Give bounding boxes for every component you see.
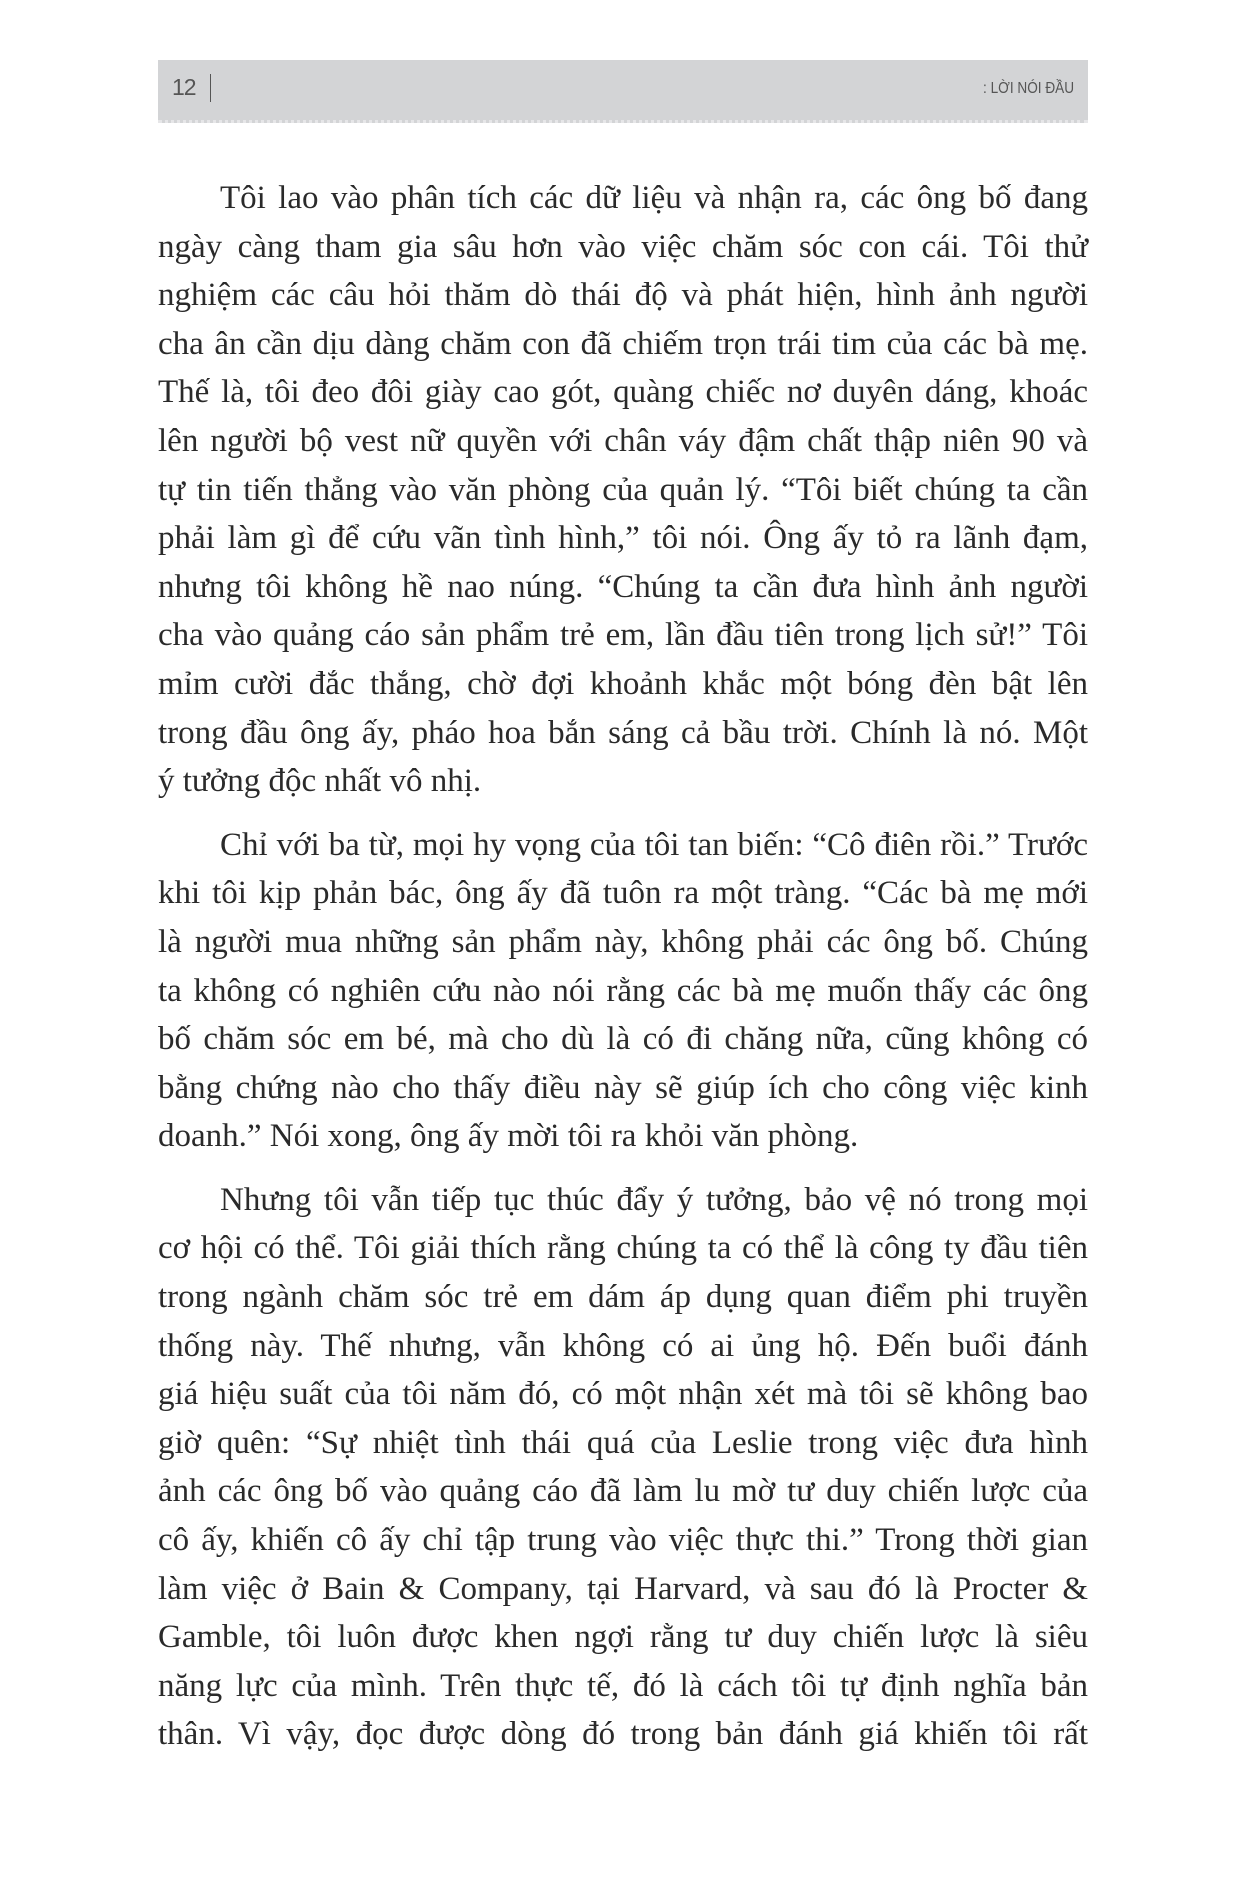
text-line: phải làm gì để cứu vãn tình hình,” tôi nói. Ông ấy tỏ ra lãnh đạm, bbox=[158, 520, 1088, 557]
text-line: thân. Vì vậy, đọc được dòng đó trong bản đánh giá khiến tôi rất bbox=[158, 1716, 1088, 1753]
paragraph bbox=[158, 821, 1088, 1161]
text-line: trong ngành chăm sóc trẻ em dám áp dụng quan điểm phi truyền bbox=[158, 1279, 1088, 1316]
text-line: bố chăm sóc em bé, mà cho dù là có đi chăng nữa, cũng không có bbox=[158, 1021, 1088, 1058]
text-line: cha vào quảng cáo sản phẩm trẻ em, lần đầu tiên trong lịch sử!” Tôi bbox=[158, 617, 1088, 654]
text-line: giá hiệu suất của tôi năm đó, có một nhận xét mà tôi sẽ không bao bbox=[158, 1376, 1088, 1413]
page-number: 12 bbox=[172, 74, 196, 100]
body-text bbox=[158, 174, 1088, 1774]
text-line: doanh.” Nói xong, ông ấy mời tôi ra khỏi văn phòng. bbox=[158, 1118, 859, 1155]
text-line: Gamble, tôi luôn được khen ngợi rằng tư duy chiến lược là siêu bbox=[158, 1619, 1088, 1656]
text-line: mỉm cười đắc thắng, chờ đợi khoảnh khắc một bóng đèn bật lên bbox=[158, 665, 1088, 702]
text-line: cô ấy, khiến cô ấy chỉ tập trung vào việc thực thi.” Trong thời gian bbox=[158, 1522, 1088, 1559]
text-line: ảnh các ông bố vào quảng cáo đã làm lu mờ tư duy chiến lược của bbox=[158, 1473, 1088, 1510]
text-line: cơ hội có thể. Tôi giải thích rằng chúng ta có thể là công ty đầu tiên bbox=[158, 1230, 1088, 1267]
text-line: trong đầu ông ấy, pháo hoa bắn sáng cả bầu trời. Chính là nó. Một bbox=[158, 714, 1088, 751]
text-line: nhưng tôi không hề nao núng. “Chúng ta cần đưa hình ảnh người bbox=[158, 568, 1088, 605]
text-line: lên người bộ vest nữ quyền với chân váy đậm chất thập niên 90 và bbox=[158, 422, 1088, 459]
text-line: tự tin tiến thẳng vào văn phòng của quản lý. “Tôi biết chúng ta cần bbox=[158, 471, 1088, 508]
paragraph bbox=[158, 174, 1088, 806]
running-header bbox=[158, 60, 1088, 123]
text-line: Tôi lao vào phân tích các dữ liệu và nhận ra, các ông bố đang bbox=[220, 180, 1088, 216]
text-line: Nhưng tôi vẫn tiếp tục thúc đẩy ý tưởng, bảo vệ nó trong mọi bbox=[220, 1181, 1088, 1218]
chapter-title: : LỜI NÓI ĐẦU bbox=[982, 80, 1074, 97]
text-line: năng lực của mình. Trên thực tế, đó là cách tôi tự định nghĩa bản bbox=[158, 1667, 1088, 1704]
text-line: bằng chứng nào cho thấy điều này sẽ giúp ích cho công việc kinh bbox=[158, 1069, 1088, 1106]
header-divider bbox=[210, 74, 211, 102]
text-line: thống này. Thế nhưng, vẫn không có ai ủng hộ. Đến buổi đánh bbox=[158, 1327, 1088, 1364]
text-line: ngày càng tham gia sâu hơn vào việc chăm sóc con cái. Tôi thử bbox=[158, 228, 1088, 265]
text-line: cha ân cần dịu dàng chăm con đã chiếm trọn trái tim của các bà mẹ. bbox=[158, 325, 1088, 362]
text-line: làm việc ở Bain & Company, tại Harvard, và sau đó là Procter & bbox=[158, 1570, 1088, 1607]
paragraph bbox=[158, 1176, 1088, 1759]
text-line: ý tưởng độc nhất vô nhị. bbox=[158, 763, 482, 800]
text-line: ta không có nghiên cứu nào nói rằng các bà mẹ muốn thấy các ông bbox=[158, 972, 1088, 1009]
text-line: là người mua những sản phẩm này, không phải các ông bố. Chúng bbox=[158, 923, 1088, 960]
text-line: khi tôi kịp phản bác, ông ấy đã tuôn ra một tràng. “Các bà mẹ mới bbox=[158, 875, 1088, 912]
text-line: Chỉ với ba từ, mọi hy vọng của tôi tan biến: “Cô điên rồi.” Trước bbox=[220, 826, 1088, 863]
text-line: giờ quên: “Sự nhiệt tình thái quá của Leslie trong việc đưa hình bbox=[158, 1424, 1088, 1461]
text-line: nghiệm các câu hỏi thăm dò thái độ và phát hiện, hình ảnh người bbox=[158, 277, 1088, 314]
text-line: Thế là, tôi đeo đôi giày cao gót, quàng chiếc nơ duyên dáng, khoác bbox=[158, 374, 1088, 411]
